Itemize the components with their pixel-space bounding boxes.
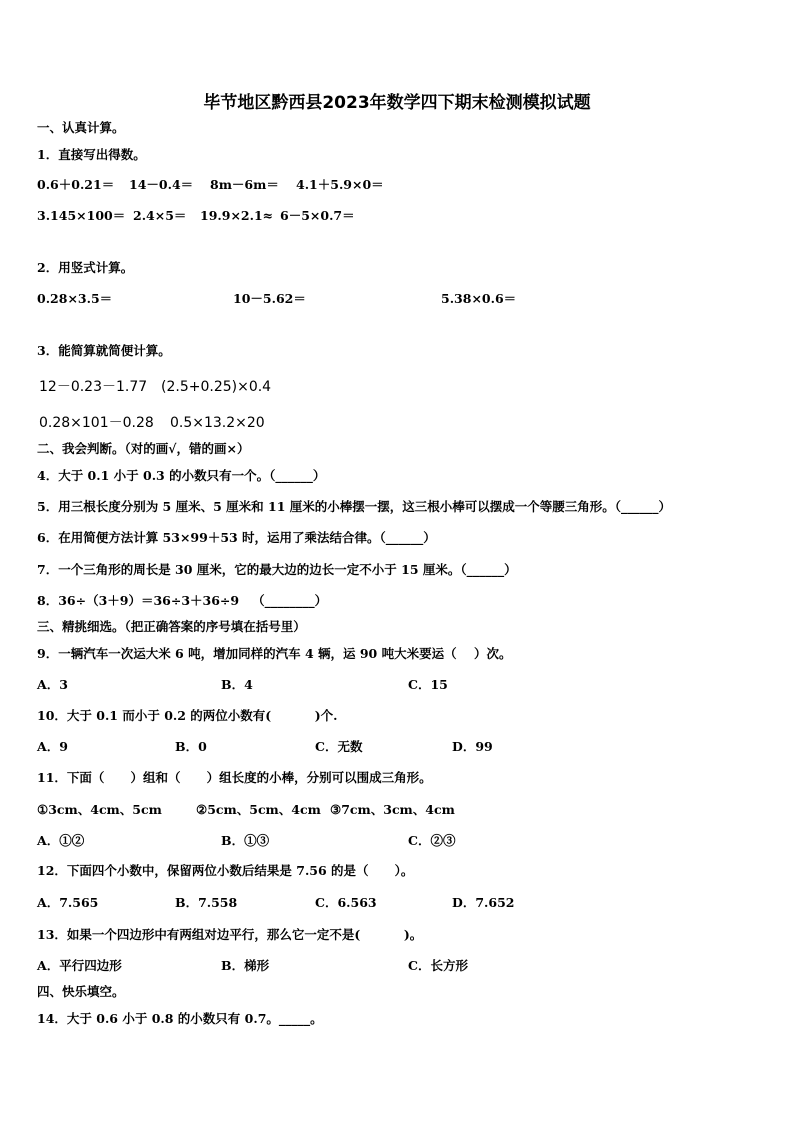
q11-option: C．②③ <box>408 833 456 848</box>
page-title: 毕节地区黔西县2023年数学四下期末检测模拟试题 <box>203 93 591 113</box>
q3-item: 0.28×101－0.28 <box>39 415 154 431</box>
q12-option: B．7.558 <box>175 895 238 910</box>
q10-option: A．9 <box>37 739 68 754</box>
q12-option: C．6.563 <box>315 895 377 910</box>
q13-option: C．长方形 <box>408 958 468 973</box>
q2-item: 5.38×0.6＝ <box>441 291 517 306</box>
q1-item: 14－0.4＝ <box>129 177 194 192</box>
question-7: 7．一个三角形的周长是 30 厘米，它的最大边的边长一定不小于 15 厘米。（______） <box>37 562 517 577</box>
q13-option: A．平行四边形 <box>37 958 122 973</box>
q12-option: D．7.652 <box>452 895 515 910</box>
question-13: 13．如果一个四边形中有两组对边平行，那么它一定不是( )。 <box>37 927 423 942</box>
q11-option: A．①② <box>37 833 85 848</box>
q11-option: B．①③ <box>221 833 270 848</box>
q9-option: C．15 <box>408 677 448 692</box>
q9-option: B．4 <box>221 677 253 692</box>
q9-option: A．3 <box>37 677 68 692</box>
q3-item: (2.5+0.25)×0.4 <box>161 379 272 395</box>
q1-item: 19.9×2.1≈ <box>200 208 274 223</box>
question-8: 8．36÷（3＋9）＝36÷3＋36÷9 （________） <box>37 593 328 608</box>
question-1: 1．直接写出得数。 <box>37 147 146 162</box>
section-2-heading: 二、我会判断。（对的画√，错的画×） <box>37 441 250 456</box>
q1-item: 4.1＋5.9×0＝ <box>296 177 384 192</box>
q11-group: ③7cm、3cm、4cm <box>330 802 455 817</box>
question-5: 5．用三根长度分别为 5 厘米、5 厘米和 11 厘米的小棒摆一摆，这三根小棒可以摆成一个等腰三角形。（______） <box>37 499 671 514</box>
question-4: 4．大于 0.1 小于 0.3 的小数只有一个。（______） <box>37 468 326 483</box>
q13-option: B．梯形 <box>221 958 270 973</box>
question-3: 3．能简算就简便计算。 <box>37 343 171 358</box>
section-1-heading: 一、认真计算。 <box>37 120 125 135</box>
q10-option: B．0 <box>175 739 207 754</box>
question-14: 14．大于 0.6 小于 0.8 的小数只有 0.7。_____。 <box>37 1011 323 1026</box>
question-11: 11．下面（ ）组和（ ）组长度的小棒，分别可以围成三角形。 <box>37 770 432 785</box>
question-12: 12．下面四个小数中，保留两位小数后结果是 7.56 的是（ ）。 <box>37 863 414 878</box>
q2-item: 10－5.62＝ <box>233 291 306 306</box>
question-6: 6．在用简便方法计算 53×99＋53 时，运用了乘法结合律。（______） <box>37 530 436 545</box>
q11-group: ①3cm、4cm、5cm <box>37 802 162 817</box>
q10-option: D．99 <box>452 739 493 754</box>
q2-item: 0.28×3.5＝ <box>37 291 113 306</box>
question-10: 10．大于 0.1 而小于 0.2 的两位小数有( )个. <box>37 708 338 723</box>
q1-item: 3.145×100＝ <box>37 208 126 223</box>
section-4-heading: 四、快乐填空。 <box>37 984 125 999</box>
q12-option: A．7.565 <box>37 895 99 910</box>
section-3-heading: 三、精挑细选。（把正确答案的序号填在括号里） <box>37 619 306 634</box>
question-9: 9．一辆汽车一次运大米 6 吨，增加同样的汽车 4 辆，运 90 吨大米要运（ ）次。 <box>37 646 512 661</box>
q1-item: 2.4×5＝ <box>133 208 187 223</box>
q3-item: 0.5×13.2×20 <box>170 415 265 431</box>
q10-option: C．无数 <box>315 739 363 754</box>
q1-item: 6－5×0.7＝ <box>280 208 355 223</box>
q1-item: 8m－6m＝ <box>210 177 279 192</box>
q1-item: 0.6＋0.21＝ <box>37 177 115 192</box>
question-2: 2．用竖式计算。 <box>37 260 134 275</box>
q3-item: 12－0.23－1.77 <box>39 379 148 395</box>
q11-group: ②5cm、5cm、4cm <box>196 802 321 817</box>
